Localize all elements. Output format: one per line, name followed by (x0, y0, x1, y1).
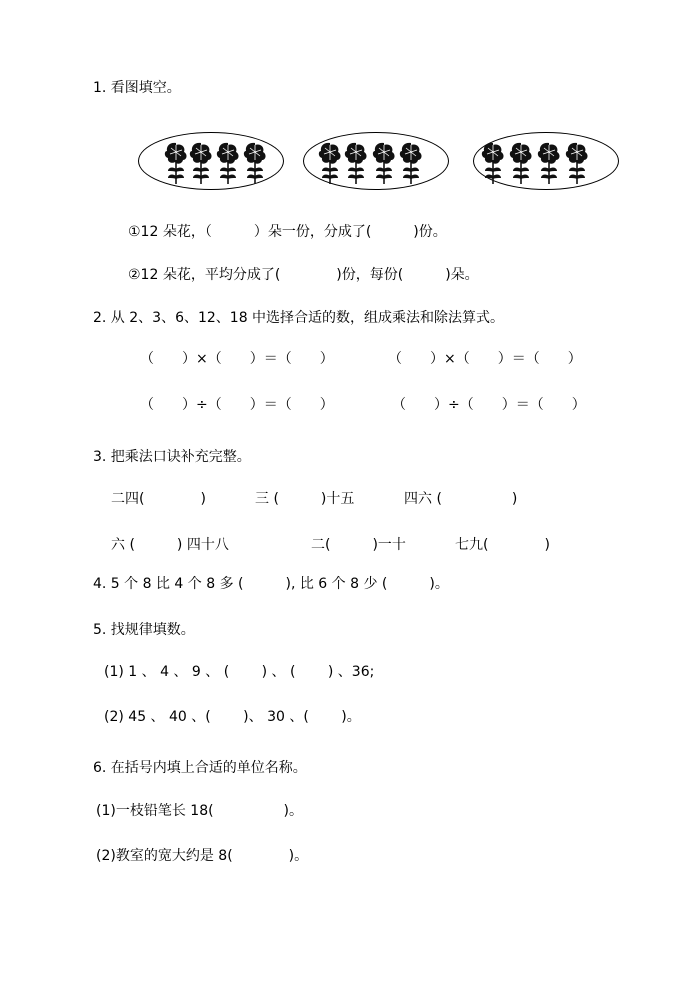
flower-icon (217, 143, 239, 184)
question-2-row-2-left: （ ）÷（ ）＝（ ） (140, 397, 334, 413)
question-2-row-1-left: （ ）×（ ）＝（ ） (140, 351, 334, 367)
flower-icons (0, 0, 696, 200)
flower-icon (482, 143, 504, 184)
flower-icon (319, 143, 341, 184)
flower-icon (566, 143, 588, 184)
question-2-row-1-right: （ ）×（ ）＝（ ） (388, 351, 582, 367)
question-6-title: 6. 在括号内填上合适的单位名称。 (93, 760, 307, 776)
question-1-line-2: ②12 朵花，平均分成了( )份，每份( )朵。 (128, 267, 479, 283)
flower-icon (345, 143, 367, 184)
question-5-title: 5. 找规律填数。 (93, 622, 195, 638)
question-3-item-d: 六 ( ) 四十八 (111, 537, 229, 553)
question-2-row-2-right: （ ）÷（ ）＝（ ） (392, 397, 586, 413)
question-3-item-c: 四六 ( ) (404, 491, 518, 507)
question-3-item-e: 二( )一十 (311, 537, 406, 553)
question-5-line-1: (1) 1 、 4 、 9 、 ( ) 、 ( ) 、36; (104, 664, 375, 680)
question-1-line-1: ①12 朵花，（ ）朵一份，分成了( )份。 (128, 224, 447, 240)
flower-icon (538, 143, 560, 184)
flower-icon (165, 143, 187, 184)
question-3-item-b: 三 ( )十五 (255, 491, 355, 507)
question-6-line-1: (1)一枝铅笔长 18( )。 (96, 803, 304, 819)
question-2-title: 2. 从 2、3、6、12、18 中选择合适的数，组成乘法和除法算式。 (93, 310, 505, 326)
flower-icon (244, 143, 266, 184)
question-3-item-a: 二四( ) (111, 491, 206, 507)
question-5-line-2: (2) 45 、 40 、( )、 30 、( )。 (104, 709, 361, 725)
question-3-item-f: 七九( ) (455, 537, 550, 553)
flower-icon (400, 143, 422, 184)
flower-icon (510, 143, 532, 184)
question-6-line-2: (2)教室的宽大约是 8( )。 (96, 848, 309, 864)
flower-icon (373, 143, 395, 184)
question-1-title: 1. 看图填空。 (93, 80, 181, 96)
question-3-title: 3. 把乘法口诀补充完整。 (93, 449, 251, 465)
question-4-text: 4. 5 个 8 比 4 个 8 多 ( ), 比 6 个 8 少 ( )。 (93, 576, 449, 592)
flower-icon (190, 143, 212, 184)
